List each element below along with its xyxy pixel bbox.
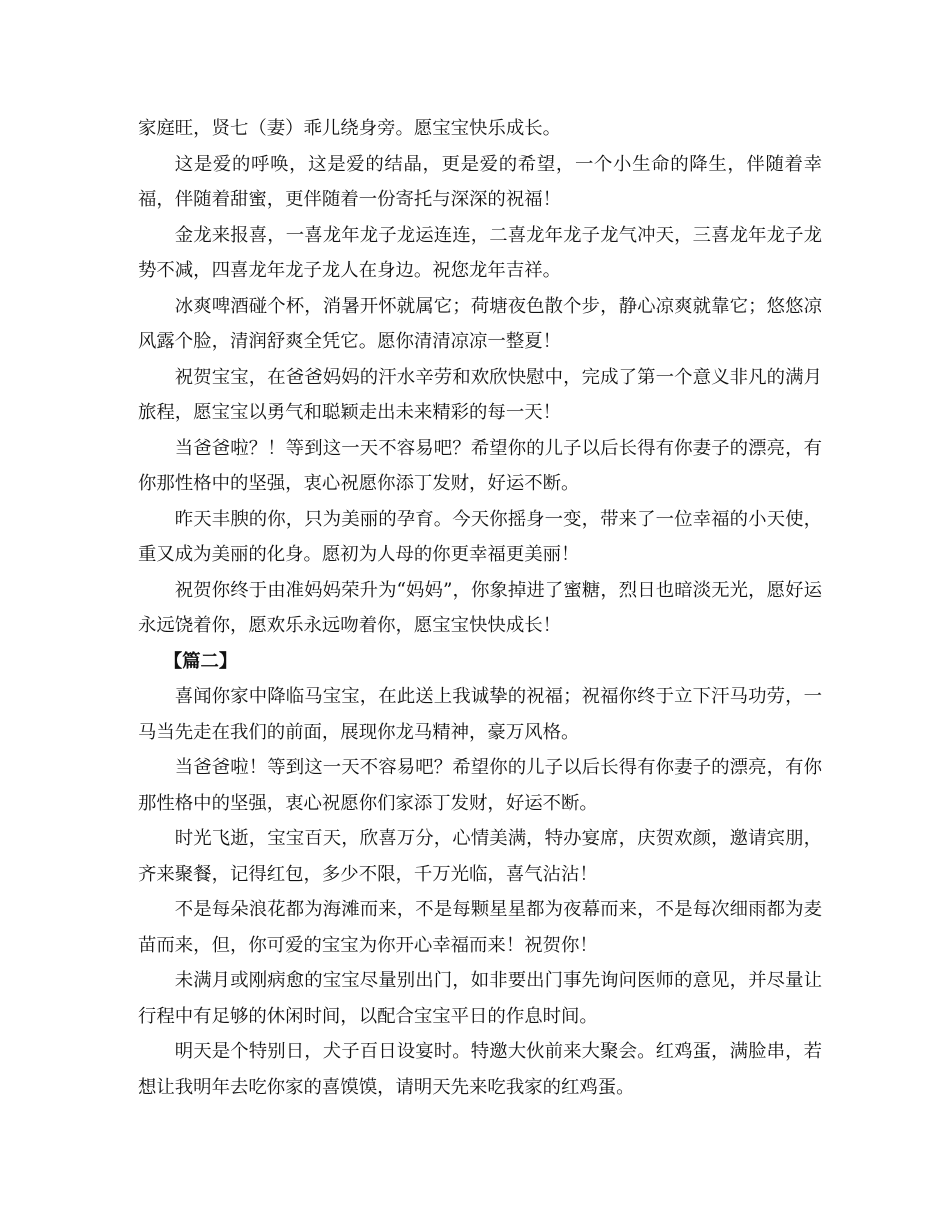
paragraph-13: 未满月或刚病愈的宝宝尽量别出门，如非要出门事先询问医师的意见，并尽量让行程中有足够的休闲时间，以配合宝宝平日的作息时间。 bbox=[138, 970, 822, 1027]
paragraph-4: 冰爽啤酒碰个杯，消暑开怀就属它；荷塘夜色散个步，静心凉爽就靠它；悠悠凉风露个脸，清润舒爽全凭它。愿你清清凉凉一整夏！ bbox=[138, 295, 822, 352]
section-heading: 【篇二】 bbox=[163, 650, 238, 672]
paragraph-5: 祝贺宝宝，在爸爸妈妈的汗水辛劳和欢欣快慰中，完成了第一个意义非凡的满月旅程，愿宝宝以勇气和聪颖走出未来精彩的每一天！ bbox=[138, 366, 822, 423]
paragraph-6: 当爸爸啦？！等到这一天不容易吧？希望你的儿子以后长得有你妻子的漂亮，有你那性格中的坚强，衷心祝愿你添丁发财，好运不断。 bbox=[138, 437, 822, 494]
paragraph-10: 当爸爸啦！等到这一天不容易吧？希望你的儿子以后长得有你妻子的漂亮，有你那性格中的坚强，衷心祝愿你们家添丁发财，好运不断。 bbox=[138, 757, 822, 814]
paragraph-14: 明天是个特别日，犬子百日设宴时。特邀大伙前来大聚会。红鸡蛋，满脸串，若想让我明年去吃你家的喜馍馍，请明天先来吃我家的红鸡蛋。 bbox=[138, 1041, 822, 1098]
paragraph-8: 祝贺你终于由准妈妈荣升为“妈妈”，你象掉进了蜜糖，烈日也暗淡无光，愿好运永远饶着你，愿欢乐永远吻着你，愿宝宝快快成长！ bbox=[138, 579, 822, 636]
document-page bbox=[138, 111, 822, 1105]
paragraph-9: 喜闻你家中降临马宝宝，在此送上我诚挚的祝福；祝福你终于立下汗马功劳，一马当先走在我们的前面，展现你龙马精神，豪万风格。 bbox=[138, 686, 822, 743]
paragraph-12: 不是每朵浪花都为海滩而来，不是每颗星星都为夜幕而来，不是每次细雨都为麦苗而来，但，你可爱的宝宝为你开心幸福而来！祝贺你！ bbox=[138, 899, 822, 956]
paragraph-11: 时光飞逝，宝宝百天，欣喜万分，心情美满，特办宴席，庆贺欢颜，邀请宾朋，齐来聚餐，记得红包，多少不限，千万光临，喜气沾沾！ bbox=[138, 828, 822, 885]
paragraph-1: 家庭旺，贤七（妻）乖儿绕身旁。愿宝宝快乐成长。 bbox=[138, 118, 561, 139]
paragraph-2: 这是爱的呼唤，这是爱的结晶，更是爱的希望，一个小生命的降生，伴随着幸福，伴随着甜蜜，更伴随着一份寄托与深深的祝福！ bbox=[138, 153, 822, 210]
paragraph-3: 金龙来报喜，一喜龙年龙子龙运连连，二喜龙年龙子龙气冲天，三喜龙年龙子龙势不减，四喜龙年龙子龙人在身边。祝您龙年吉祥。 bbox=[138, 224, 822, 281]
paragraph-7: 昨天丰腴的你，只为美丽的孕育。今天你摇身一变，带来了一位幸福的小天使，重又成为美丽的化身。愿初为人母的你更幸福更美丽！ bbox=[138, 508, 822, 565]
